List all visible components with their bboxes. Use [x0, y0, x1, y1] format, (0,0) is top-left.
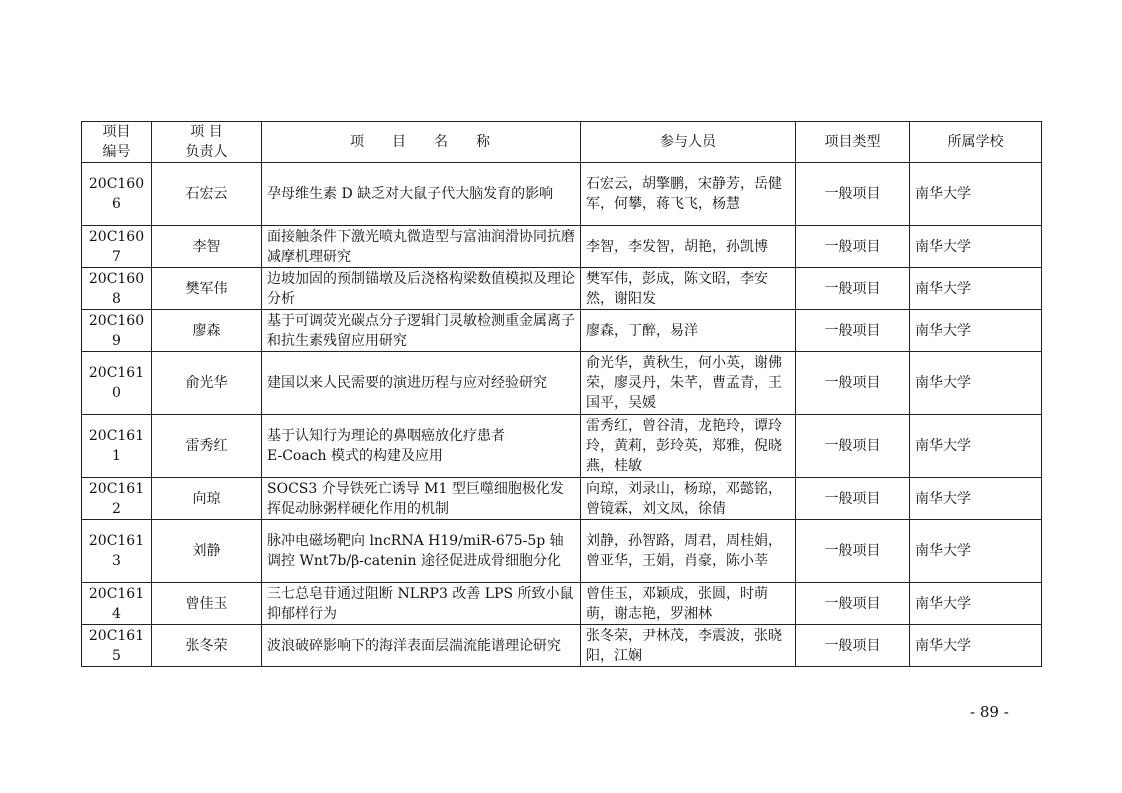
- table-row: [82, 352, 1042, 415]
- cell-project-name: 基于认知行为理论的鼻咽癌放化疗患者 E-Coach 模式的构建及应用: [262, 415, 581, 478]
- cell-project-name: SOCS3 介导铁死亡诱导 M1 型巨噬细胞极化发挥促动脉粥样硬化作用的机制: [262, 478, 581, 520]
- cell-project-id: 20C1610: [82, 352, 152, 415]
- header-members: 参与人员: [581, 122, 796, 163]
- cell-leader: 曾佳玉: [152, 583, 262, 625]
- cell-project-type: 一般项目: [796, 478, 910, 520]
- cell-leader: 张冬荣: [152, 625, 262, 667]
- cell-leader: 雷秀红: [152, 415, 262, 478]
- cell-leader: 李智: [152, 226, 262, 268]
- cell-project-type: 一般项目: [796, 520, 910, 583]
- header-project-name: 项目名称: [262, 122, 581, 163]
- cell-project-id: 20C1607: [82, 226, 152, 268]
- cell-leader: 俞光华: [152, 352, 262, 415]
- cell-school: 南华大学: [910, 478, 1042, 520]
- cell-project-name: 建国以来人民需要的演进历程与应对经验研究: [262, 352, 581, 415]
- cell-school: 南华大学: [910, 625, 1042, 667]
- cell-members: 樊军伟，彭成，陈文昭，李安然，谢阳发: [581, 268, 796, 310]
- cell-project-id: 20C1609: [82, 310, 152, 352]
- cell-leader: 樊军伟: [152, 268, 262, 310]
- cell-leader: 向琼: [152, 478, 262, 520]
- cell-project-type: 一般项目: [796, 226, 910, 268]
- table-row: [82, 268, 1042, 310]
- cell-project-id: 20C1606: [82, 163, 152, 226]
- table-header: [82, 122, 1042, 163]
- table-row: [82, 163, 1042, 226]
- cell-members: 向琼，刘录山，杨琼，邓懿铭，曾镜霖，刘文凤，徐倩: [581, 478, 796, 520]
- cell-members: 廖森，丁醉，易洋: [581, 310, 796, 352]
- cell-project-name: 三七总皂苷通过阻断 NLRP3 改善 LPS 所致小鼠抑郁样行为: [262, 583, 581, 625]
- cell-project-type: 一般项目: [796, 583, 910, 625]
- cell-school: 南华大学: [910, 520, 1042, 583]
- header-leader: 项 目 负责人: [152, 122, 262, 163]
- table-row: [82, 415, 1042, 478]
- cell-project-type: 一般项目: [796, 352, 910, 415]
- cell-members: 曾佳玉，邓颖成，张圆，时萌萌，谢志艳，罗湘林: [581, 583, 796, 625]
- cell-members: 石宏云，胡擎鹏，宋静芳，岳健军，何攀，蒋飞飞，杨慧: [581, 163, 796, 226]
- cell-project-type: 一般项目: [796, 310, 910, 352]
- cell-school: 南华大学: [910, 163, 1042, 226]
- cell-school: 南华大学: [910, 226, 1042, 268]
- cell-project-id: 20C1614: [82, 583, 152, 625]
- cell-project-id: 20C1615: [82, 625, 152, 667]
- cell-members: 雷秀红，曾谷清，龙艳玲，谭玲玲，黄莉，彭玲英，郑雅，倪晓燕，桂敏: [581, 415, 796, 478]
- cell-school: 南华大学: [910, 352, 1042, 415]
- table-body: [82, 163, 1042, 667]
- cell-leader: 石宏云: [152, 163, 262, 226]
- cell-members: 李智，李发智，胡艳，孙凯博: [581, 226, 796, 268]
- cell-project-name: 脉冲电磁场靶向 lncRNA H19/miR-675-5p 轴调控 Wnt7b/β-catenin 途径促进成骨细胞分化: [262, 520, 581, 583]
- table-row: [82, 520, 1042, 583]
- table-row: [82, 478, 1042, 520]
- cell-members: 张冬荣，尹林茂，李震波，张晓阳，江娴: [581, 625, 796, 667]
- cell-leader: 廖森: [152, 310, 262, 352]
- cell-project-name: 基于可调荧光碳点分子逻辑门灵敏检测重金属离子和抗生素残留应用研究: [262, 310, 581, 352]
- cell-school: 南华大学: [910, 583, 1042, 625]
- cell-project-type: 一般项目: [796, 415, 910, 478]
- header-project-id: 项目 编号: [82, 122, 152, 163]
- header-school: 所属学校: [910, 122, 1042, 163]
- table-row: [82, 226, 1042, 268]
- cell-project-name: 孕母维生素 D 缺乏对大鼠子代大脑发育的影响: [262, 163, 581, 226]
- cell-members: 俞光华，黄秋生，何小英，谢佛荣，廖灵丹，朱芊，曹孟青，王国平，吴媛: [581, 352, 796, 415]
- cell-leader: 刘静: [152, 520, 262, 583]
- header-row: [82, 122, 1042, 163]
- cell-project-name: 边坡加固的预制锚墩及后浇格构梁数值模拟及理论分析: [262, 268, 581, 310]
- project-table: [81, 121, 1042, 667]
- header-project-type: 项目类型: [796, 122, 910, 163]
- cell-project-id: 20C1608: [82, 268, 152, 310]
- cell-project-type: 一般项目: [796, 268, 910, 310]
- cell-project-id: 20C1611: [82, 415, 152, 478]
- cell-project-type: 一般项目: [796, 163, 910, 226]
- cell-school: 南华大学: [910, 415, 1042, 478]
- cell-project-type: 一般项目: [796, 625, 910, 667]
- cell-members: 刘静，孙智路，周君，周桂娟，曾亚华，王娟，肖豪，陈小莘: [581, 520, 796, 583]
- table-row: [82, 310, 1042, 352]
- cell-school: 南华大学: [910, 268, 1042, 310]
- cell-project-name: 面接触条件下激光喷丸微造型与富油润滑协同抗磨减摩机理研究: [262, 226, 581, 268]
- table-row: [82, 583, 1042, 625]
- page-number: - 89 -: [970, 703, 1009, 721]
- cell-project-id: 20C1612: [82, 478, 152, 520]
- cell-project-id: 20C1613: [82, 520, 152, 583]
- table-row: [82, 625, 1042, 667]
- cell-project-name: 波浪破碎影响下的海洋表面层湍流能谱理论研究: [262, 625, 581, 667]
- cell-school: 南华大学: [910, 310, 1042, 352]
